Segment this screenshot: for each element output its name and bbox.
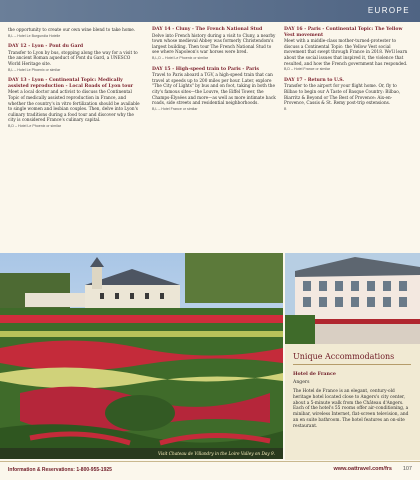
day-text: Transfer to the airport for your flight home. Or, fly to Bilbao to begin our A Taste of Basque Country: Bilbao, Biarritz & Beyond or The Best of Provence: Aix-en-Provence, Cassis & St. Remy post-trip extensions.: [284, 83, 401, 106]
day-meals: B,D – Hotel France or similar: [284, 67, 331, 72]
day-meals: B,L,D – Hotel Le Phoenix or similar: [152, 55, 208, 60]
day-meals: B: [284, 106, 287, 111]
unique-accommodations-box: [285, 344, 420, 460]
day-heading: DAY 16 - Paris - Continental Topic: The Yellow Vest movement: [284, 27, 403, 38]
day-heading: DAY 14 - Cluny - The French National Stud: [152, 27, 263, 32]
footer-divider: [0, 461, 420, 462]
day-text: the opportunity to create our own wine blend to take home.: [8, 27, 136, 32]
accommodations-title: Unique Accommodations: [293, 352, 395, 361]
hotel-photo: [285, 253, 420, 344]
page-number: 107: [402, 466, 412, 472]
day-heading: DAY 15 - High-speed train to Paris - Paris: [152, 66, 259, 72]
garden-illustration: [0, 253, 283, 459]
hotel-description: The Hotel de France is an elegant, century-old heritage hotel located close to Angers's city center, about a 5-minute walk from the Château d'Angers. Each of the hotel's 55 rooms offer air-conditioning, a minibar, wireless Internet, flat-screen television, and an en suite bathroom. The hotel features an on-site restaurant.: [293, 389, 409, 429]
photo-caption-text: Visit Chateau de Villandry in the Loire Valley on Day 9.: [158, 451, 275, 456]
footer-website-link[interactable]: www.oattravel.com/frs: [333, 466, 392, 472]
itinerary-column-3: [284, 27, 410, 112]
day-meals: B,L – Hotel Le Burgundia Hotelle: [8, 33, 61, 38]
day-heading: DAY 12 - Lyon - Pont du Gard: [8, 44, 84, 50]
footer-contact: Information & Reservations: 1-800-955-1925: [8, 467, 112, 473]
day-text: Meet a local doctor and activist to discuss the Continental Topic of medically assisted reproduction in France, and whether the country's in vitro fertilization should be available to single women and lesbian couples. Then, delve into Lyon's culinary traditions during a food tour and discover why the city is considered France's culinary capital.: [8, 89, 140, 123]
day-heading: DAY 13 - Lyon - Continental Topic: Medically assisted reproduction - Local Roads of Lyon tour: [8, 78, 134, 89]
day-text: Meet with a middle-class mother-turned-protester to discuss a Continental Topic: the Yellow Vest social movement that swept through France in 2018. We'll learn about the social issues that inspired it, the violence that resulted, and how the French government has responded.: [284, 38, 408, 66]
day-heading: DAY 17 - Return to U.S.: [284, 77, 344, 83]
hotel-illustration: [285, 253, 420, 344]
day-text: Travel to Paris aboard a TGV, a high-speed train that can travel at speeds up to 200 miles per hour. Later, explore "The City of Lights" by bus and on foot, taking in both the city's famous sites—the Louvre, the Eiffel Tower, the Champs-Élysées and more—as well as more intimate back roads, side streets and residential neighborhoods.: [152, 72, 276, 106]
day-meals: B,L – Hotel Le Phoenix or similar: [8, 67, 61, 72]
header-band: [0, 0, 420, 22]
day-text: Transfer to Lyon by bus, stopping along the way for a visit to the ancient Roman aqueduct of Pont du Gard, a UNESCO World Heritage site.: [8, 49, 138, 66]
hotel-name: Hotel de France: [293, 371, 336, 377]
itinerary-column-1: [8, 27, 140, 130]
day-meals: B,D – Hotel Le Phoenix or similar: [8, 123, 61, 128]
section-title: EUROPE: [367, 6, 410, 15]
day-text: Delve into French history during a visit to Cluny, a nearby town whose medieval Abbey was formerly Christendom's largest building. Then tour The French National Stud to see where Napoleon's war horses were bred.: [152, 32, 276, 55]
itinerary-column-2: [152, 27, 277, 112]
day-meals: B,L – Hotel France or similar: [152, 106, 198, 111]
accommodations-divider: [293, 364, 411, 365]
chateau-garden-photo: [0, 253, 283, 459]
photo-caption: [0, 448, 283, 459]
hotel-city: Angers: [293, 380, 310, 385]
